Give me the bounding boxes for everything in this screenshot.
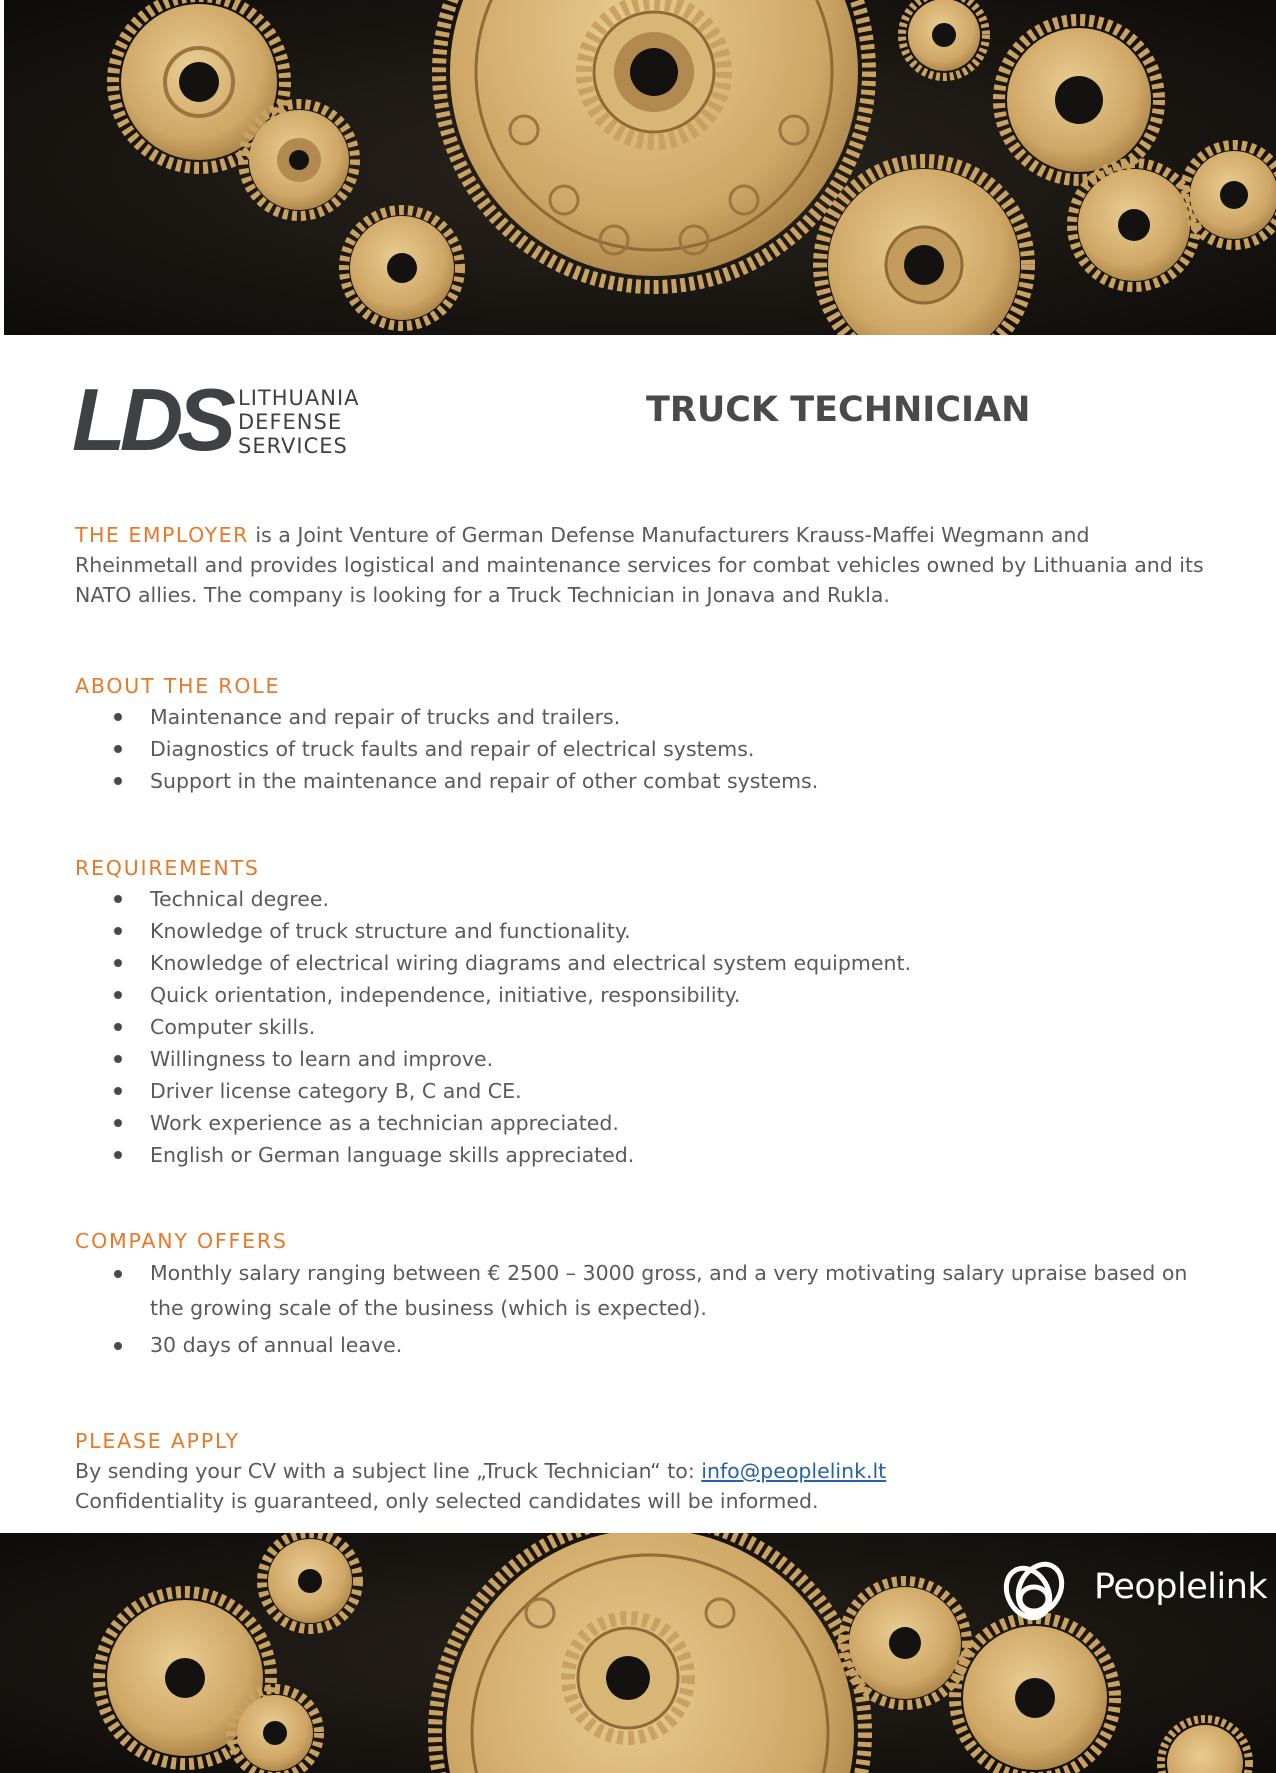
list-item: Technical degree. xyxy=(75,883,1207,915)
company-offers-section xyxy=(75,1226,1207,1365)
peoplelink-brand: Peoplelink xyxy=(1094,1567,1268,1607)
confidentiality-note: Confidentiality is guaranteed, only selected candidates will be informed. xyxy=(75,1489,819,1513)
logo-line-defense: DEFENSE xyxy=(238,410,343,434)
list-item: Maintenance and repair of trucks and trailers. xyxy=(75,701,1207,733)
lds-logo xyxy=(72,370,372,469)
list-item: Willingness to learn and improve. xyxy=(75,1043,1207,1075)
requirements-section xyxy=(75,853,1207,1171)
peoplelink-knot-icon xyxy=(996,1555,1076,1627)
list-item: Work experience as a technician appreciated. xyxy=(75,1107,1207,1139)
company-offers-list xyxy=(75,1256,1207,1363)
page-title: TRUCK TECHNICIAN xyxy=(646,390,1031,430)
list-item: Knowledge of truck structure and functionality. xyxy=(75,915,1207,947)
logo-line-services: SERVICES xyxy=(238,434,348,458)
logo-line-lithuania: LITHUANIA xyxy=(238,386,360,410)
employer-intro xyxy=(75,520,1207,610)
apply-instructions xyxy=(75,1456,1207,1486)
header-gears-banner xyxy=(4,0,1276,335)
list-item: English or German language skills appreciated. xyxy=(75,1139,1207,1171)
about-role-section xyxy=(75,671,1207,797)
list-item: Monthly salary ranging between € 2500 – 3000 gross, and a very motivating salary upraise based on the growing scale of the business (which is expected). xyxy=(75,1256,1207,1326)
list-item: Driver license category B, C and CE. xyxy=(75,1075,1207,1107)
email-link[interactable]: info@peoplelink.lt xyxy=(701,1459,887,1483)
requirements-heading: REQUIREMENTS xyxy=(75,856,260,880)
peoplelink-logo xyxy=(996,1555,1266,1627)
list-item: Support in the maintenance and repair of other combat systems. xyxy=(75,765,1207,797)
employer-text: is a Joint Venture of German Defense Manufacturers Krauss-Maffei Wegmann and Rheinmetall and provides logistical and maintenance services for combat vehicles owned by Lithuania and its NATO allies. The company is looking for a Truck Technician in Jonava and Rukla. xyxy=(75,523,1204,607)
requirements-list xyxy=(75,883,1207,1171)
list-item: Diagnostics of truck faults and repair of electrical systems. xyxy=(75,733,1207,765)
lds-logo-wordmark xyxy=(238,386,360,458)
employer-lead: THE EMPLOYER xyxy=(75,523,249,547)
company-offers-heading: COMPANY OFFERS xyxy=(75,1229,288,1253)
about-role-list xyxy=(75,701,1207,797)
list-item: Quick orientation, independence, initiative, responsibility. xyxy=(75,979,1207,1011)
list-item: 30 days of annual leave. xyxy=(75,1328,1207,1363)
apply-text: By sending your CV with a subject line „Truck Technician“ to: xyxy=(75,1459,702,1483)
lds-logo-mark: LDS xyxy=(72,370,230,469)
apply-section xyxy=(75,1426,1207,1516)
apply-heading: PLEASE APPLY xyxy=(75,1429,240,1453)
list-item: Knowledge of electrical wiring diagrams and electrical system equipment. xyxy=(75,947,1207,979)
gears-image xyxy=(4,0,1276,335)
about-role-heading: ABOUT THE ROLE xyxy=(75,674,281,698)
list-item: Computer skills. xyxy=(75,1011,1207,1043)
